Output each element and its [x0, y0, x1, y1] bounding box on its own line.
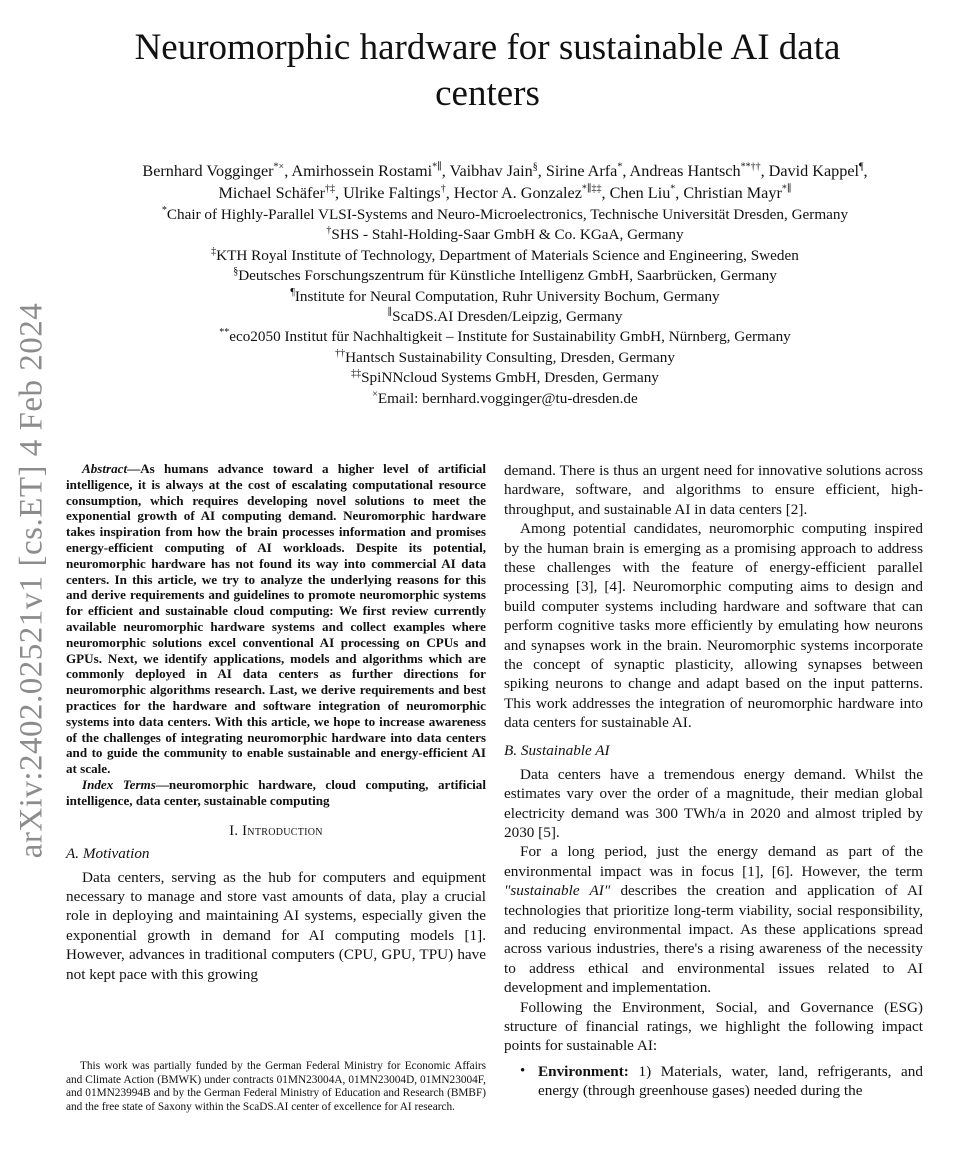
author-name: Sirine Arfa: [545, 162, 618, 180]
paragraph-sustainable-ai-term: [504, 842, 923, 997]
paragraph-energy-demand: Data centers have a tremendous energy demand. Whilst the estimates vary over the order of a magnitude, their median global electricity demand was 300 TWh/a in 2020 and almost tripled by 2030 [5].: [504, 765, 923, 841]
author-name: Amirhossein Rostami: [291, 162, 433, 180]
bullet-icon: •: [520, 1062, 526, 1079]
author-name: David Kappel: [768, 162, 860, 180]
arxiv-stamp: [10, 300, 54, 860]
affiliation-line: [60, 205, 950, 225]
affiliation-line: [60, 225, 950, 245]
author-affiliation-mark: *×: [273, 161, 285, 173]
bullet-text: 1) Materials, water, land, refrigerants, and energy (through greenhouse gases) needed during the: [538, 1062, 923, 1100]
affiliation-text: Hantsch Sustainability Consulting, Dresden, Germany: [345, 348, 675, 366]
subsection-sustainable-ai: B. Sustainable AI: [504, 741, 610, 759]
affiliation-mark: ∥: [387, 306, 393, 318]
affiliation-mark: ‡‡: [351, 368, 362, 380]
affiliation-line: [60, 368, 950, 388]
affiliation-line: [60, 389, 950, 409]
term-text-a: For a long period, just the energy demand as part of the environmental impact was in focus [1], [6]. However, the term: [504, 843, 923, 880]
abstract-text: —As humans advance toward a higher level of artificial intelligence, it is always at the cost of escalating computational resource consumption, which requires developing novel solutions to meet the exponential growth of AI computing demand. Neuromorphic hardware takes inspiration from how the brain processes information and promises energy-efficient computing of AI workloads. Despite its potential, neuromorphic hardware has not found its way into commercial AI data centers. In this article, we try to analyze the underlying reasons for this and derive requirements and guidelines to promote neuromorphic systems for efficient and sustainable cloud computing: We first review currently available neuromorphic hardware systems and collect examples where neuromorphic solutions excel conventional AI processing on CPUs and GPUs. Next, we identify applications, models and algorithms which are commonly deployed in AI data centers as further directions for neuromorphic algorithms research. Last, we derive requirements and best practices for the hardware and software integration of neuromorphic systems into data centers. With this article, we hope to increase awareness of the challenges of integrating neuromorphic hardware into data centers and to guide the community to enable sustainable and energy-efficient AI at scale.: [66, 461, 486, 777]
affiliation-text: SpiNNcloud Systems GmbH, Dresden, Germany: [361, 369, 659, 387]
arxiv-stamp-text: arXiv:2402.02521v1 [cs.ET] 4 Feb 2024: [13, 302, 50, 858]
abstract: [66, 461, 486, 777]
author-affiliation-mark: †: [440, 183, 446, 195]
author-name: Hector A. Gonzalez: [453, 184, 582, 202]
paragraph-neuromorphic: Among potential candidates, neuromorphic computing inspired by the human brain is emerging as a promising approach to address these challenges with the feature of energy-efficient parallel processing [3], [4]. Neuromorphic computing aims to design and build computer systems including hardware and software that can perform cognitive tasks more efficiently by emulating how neurons and synapses work in the brain. Neuromorphic systems incorporate the concept of synaptic plasticity, allowing synapses between spiking neurons to change and adapt based on the input patterns. This work addresses the integration of neuromorphic hardware into data centers for sustainable AI.: [504, 520, 923, 732]
affiliation-mark: *: [161, 204, 167, 216]
author-affiliation-mark: *∥: [781, 183, 792, 195]
affiliation-text: eco2050 Institut für Nachhaltigkeit – Institute for Sustainability GmbH, Nürnberg, Germany: [229, 328, 791, 346]
affiliation-text: Chair of Highly-Parallel VLSI-Systems and Neuro-Microelectronics, Technische Universität Dresden, Germany: [166, 206, 849, 223]
author-affiliation-mark: ¶: [859, 161, 864, 173]
affiliation-mark: ×: [372, 388, 378, 400]
affiliation-line: [60, 246, 950, 266]
index-terms-text: —neuromorphic hardware, cloud computing, artificial intelligence, data center, sustainable computing: [66, 776, 486, 808]
author-name: Michael Schäfer: [218, 184, 326, 202]
affiliation-mark: ‡: [211, 245, 217, 257]
paragraph-motivation: Data centers, serving as the hub for computers and equipment necessary to manage and store vast amounts of data, play a crucial role in deploying and maintaining AI systems, especially given the exponential growth in demand for AI computing models [1]. However, advances in traditional computers (CPU, GPU, TPU) have not kept pace with this growing: [66, 868, 486, 983]
bullet-label: Environment:: [538, 1062, 629, 1080]
author-list: Bernhard Vogginger*×, Amirhossein Rostami*∥, Vaibhav Jain§, Sirine Arfa*, Andreas Hantsch**††, David Kappel¶, Michael Schäfer†‡, Ulrike Faltings†, Hector A. Gonzalez*∥‡‡, Chen Liu*, Christian Mayr*∥: [142, 161, 868, 202]
term-sustainable-ai: "sustainable AI": [504, 882, 611, 900]
affiliation-text: ScaDS.AI Dresden/Leipzig, Germany: [392, 308, 623, 326]
right-column: [504, 461, 923, 1101]
affiliation-mark: ††: [335, 347, 346, 359]
affiliation-text: Email: bernhard.vogginger@tu-dresden.de: [377, 389, 638, 407]
affiliation-text: SHS - Stahl-Holding-Saar GmbH & Co. KGaA, Germany: [331, 226, 684, 244]
affiliation-mark: **: [219, 327, 230, 339]
affiliation-line: [60, 327, 950, 347]
author-affiliation-mark: *∥: [432, 161, 442, 173]
author-name: Vaibhav Jain: [449, 162, 533, 180]
affiliation-mark: †: [326, 225, 332, 237]
author-name: Chen Liu: [609, 184, 671, 202]
affiliation-text: Deutsches Forschungszentrum für Künstliche Intelligenz GmbH, Saarbrücken, Germany: [238, 267, 777, 285]
index-terms-label: Index Terms: [82, 776, 156, 792]
paragraph-esg: Following the Environment, Social, and Governance (ESG) structure of financial ratings, we highlight the following impact points for sustainable AI:: [504, 998, 923, 1055]
author-affiliation-mark: **††: [740, 161, 761, 173]
abstract-label: Abstract: [82, 461, 128, 476]
list-item: [504, 1062, 923, 1101]
affiliation-text: Institute for Neural Computation, Ruhr University Bochum, Germany: [294, 287, 720, 305]
subsection-motivation: A. Motivation: [66, 844, 150, 862]
author-affiliation-mark: *: [670, 183, 676, 195]
section-heading-introduction: I. Introduction: [229, 822, 323, 839]
impact-list: [504, 1062, 923, 1101]
author-affiliation-mark: †‡: [325, 183, 336, 195]
affiliation-mark: ¶: [290, 286, 295, 298]
paper-title: Neuromorphic hardware for sustainable AI data centers: [134, 27, 841, 114]
affiliation-line: [60, 287, 950, 307]
author-name: Andreas Hantsch: [629, 162, 741, 180]
affiliation-mark: §: [233, 266, 239, 278]
affiliation-line: [60, 266, 950, 286]
author-affiliation-mark: *∥‡‡: [581, 183, 602, 195]
author-name: Ulrike Faltings: [343, 184, 441, 202]
term-text-b: describes the creation and application of AI technologies that prioritize long-term viability, social responsibility, and reducing environmental impact. As these applications spread across various industries, there's a rising awareness of the necessity to address ethical and environmental issues related to AI development and implementation.: [504, 882, 923, 997]
funding-footnote: This work was partially funded by the German Federal Ministry for Economic Affairs and Climate Action (BMWK) under contracts 01MN23004A, 01MN23004D, 01MN23004F, and 01MN23994B and by the German Federal Ministry of Education and Research (BMBF) and the free state of Saxony within the ScaDS.AI center of excellence for AI research.: [66, 1060, 486, 1113]
affiliation-list: [60, 205, 950, 409]
paragraph-motivation-continued: demand. There is thus an urgent need for innovative solutions across hardware, software, and algorithms to ensure efficient, high-throughput, and sustainable AI in data centers [2].: [504, 462, 923, 518]
affiliation-line: [60, 307, 950, 327]
author-name: Bernhard Vogginger: [142, 162, 274, 180]
affiliation-text: KTH Royal Institute of Technology, Department of Materials Science and Engineering, Sweden: [216, 246, 799, 264]
author-affiliation-mark: *: [617, 161, 623, 173]
left-column: [66, 461, 486, 984]
affiliation-line: [60, 348, 950, 368]
author-name: Christian Mayr: [683, 184, 782, 202]
author-affiliation-mark: §: [532, 161, 538, 173]
index-terms: [66, 777, 486, 809]
